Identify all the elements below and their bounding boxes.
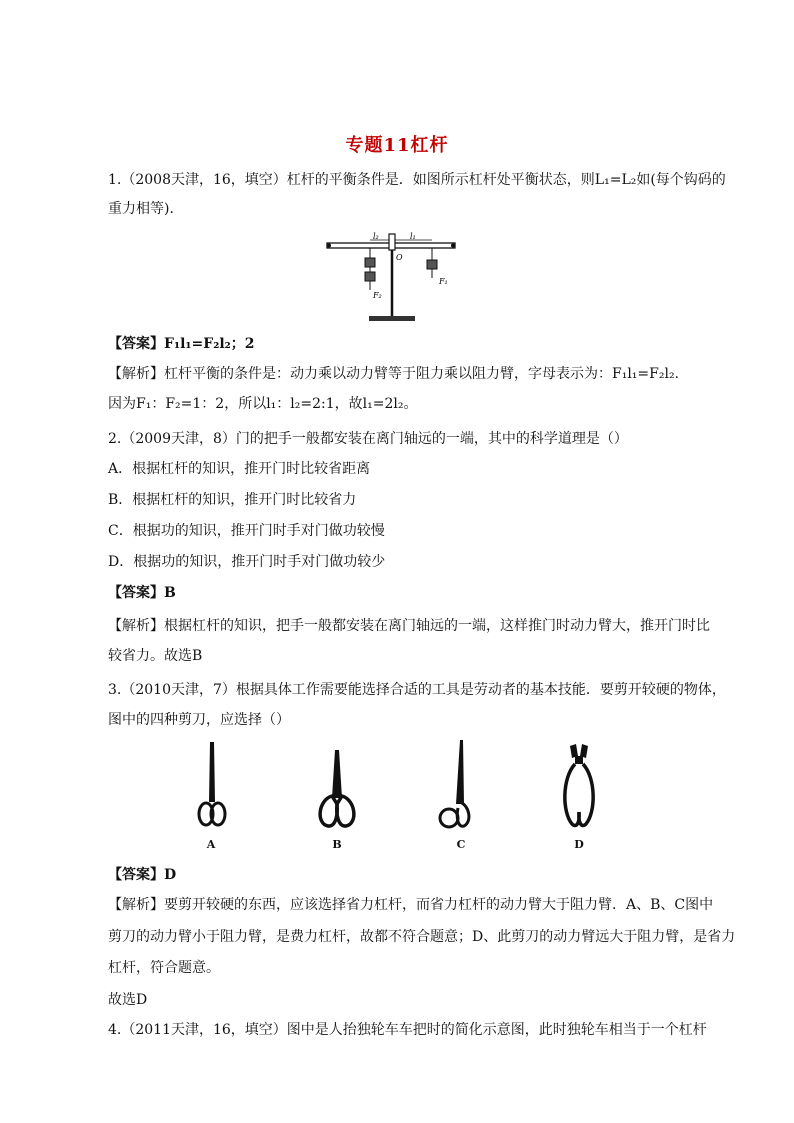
q3-analysis-line2: 剪刀的动力臂小于阻力臂，是费力杠杆，故都不符合题意；D、此剪刀的动力臂远大于阻力臂，是省力 xyxy=(108,929,736,945)
label-l2: l₂ xyxy=(373,232,379,241)
q1-answer: 【答案】F₁l₁=F₂l₂；2 xyxy=(108,336,255,352)
q3-stem-line2: 图中的四种剪刀，应选择（） xyxy=(108,712,290,728)
q3-conclusion: 故选D xyxy=(108,992,148,1008)
q1-stem-line1: 1.（2008天津，16，填空）杠杆的平衡条件是．如图所示杠杆处平衡状态，则L₁=L₂如(每个钩码的 xyxy=(108,172,726,188)
scissors-a-label: A xyxy=(206,838,216,851)
scissors-d-label: D xyxy=(574,838,584,851)
scissors-c-label: C xyxy=(456,838,466,851)
scissors-c-figure xyxy=(436,738,476,832)
label-o: O xyxy=(396,253,403,262)
scissors-b-label: B xyxy=(332,838,342,851)
q1-stem-line2: 重力相等)． xyxy=(108,201,184,217)
q2-stem: 2.（2009天津，8）门的把手一般都安装在离门轴远的一端，其中的科学道理是（） xyxy=(108,431,628,447)
label-f1: F₁ xyxy=(439,277,448,286)
q2-option-a: A．根据杠杆的知识，推开门时比较省距离 xyxy=(108,461,371,477)
label-l1: l₁ xyxy=(410,232,416,241)
q3-stem-line1: 3.（2010天津，7）根据具体工作需要能选择合适的工具是劳动者的基本技能．要剪开较硬的物体， xyxy=(108,682,726,698)
label-f2: F₂ xyxy=(373,291,382,300)
q2-option-b: B．根据杠杆的知识，推开门时比较省力 xyxy=(108,492,357,508)
scissors-b-figure xyxy=(314,748,360,830)
scissors-a-figure xyxy=(196,740,228,832)
scissors-d-figure xyxy=(560,742,598,832)
q3-analysis-line1: 【解析】要剪开较硬的东西，应该选择省力杠杆，而省力杠杆的动力臂大于阻力臂．A、B、C图中 xyxy=(108,897,714,913)
q2-analysis-line2: 较省力。故选B xyxy=(108,648,203,664)
q2-option-c: C．根据功的知识，推开门时手对门做功较慢 xyxy=(108,523,385,539)
lever-figure xyxy=(325,228,460,326)
q2-option-d: D．根据功的知识，推开门时手对门做功较少 xyxy=(108,554,386,570)
q1-analysis-line1: 【解析】杠杆平衡的条件是：动力乘以动力臂等于阻力乘以阻力臂，字母表示为：F₁l₁=F₂l₂. xyxy=(108,366,680,382)
q3-answer: 【答案】D xyxy=(108,867,177,883)
q1-analysis-line2: 因为F₁：F₂=1：2，所以l₁：l₂=2:1，故l₁=2l₂。 xyxy=(108,396,418,412)
q2-analysis-line1: 【解析】根据杠杆的知识，把手一般都安装在离门轴远的一端，这样推门时动力臂大，推开门时比 xyxy=(108,618,710,634)
q2-answer: 【答案】B xyxy=(108,585,176,601)
page-title: 专题11杠杆 xyxy=(345,135,449,156)
q3-analysis-line3: 杠杆，符合题意。 xyxy=(108,960,220,976)
q4-stem: 4.（2011天津，16，填空）图中是人抬独轮车车把时的简化示意图，此时独轮车相当于一个杠杆 xyxy=(108,1022,707,1038)
